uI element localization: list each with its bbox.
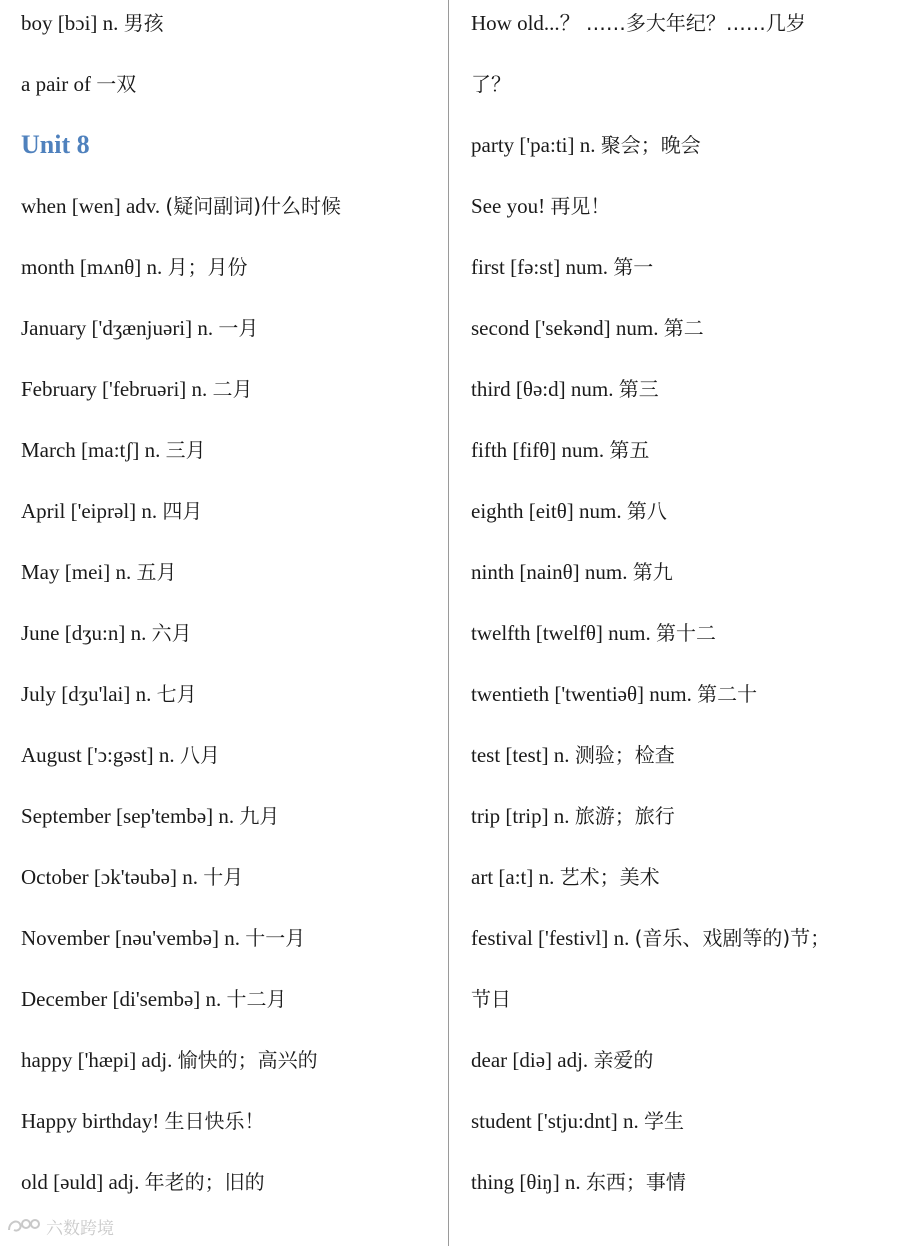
entry-chinese: 第八 xyxy=(626,499,667,523)
entry-english: party ['pa:ti] n. xyxy=(471,133,601,157)
entry-chinese: 二月 xyxy=(212,377,253,401)
vocab-line xyxy=(471,435,649,465)
entry-english: See you! xyxy=(471,194,551,218)
entry-english: happy ['hæpi] adj. xyxy=(21,1048,178,1072)
entry-english: third [θə:d] num. xyxy=(471,377,619,401)
vocab-line xyxy=(21,984,287,1014)
entry-english: art [a:t] n. xyxy=(471,865,560,889)
vocab-line xyxy=(21,313,258,343)
entry-english: a pair of xyxy=(21,72,97,96)
entry-chinese: 第二 xyxy=(663,316,704,340)
vocab-line xyxy=(21,69,136,99)
vocab-line xyxy=(21,8,164,38)
entry-chinese: 五月 xyxy=(136,560,177,584)
entry-chinese: 了？ xyxy=(471,72,511,96)
entry-chinese: 艺术；美术 xyxy=(559,865,660,889)
entry-chinese: 学生 xyxy=(643,1109,684,1133)
entry-english: June [dʒu:n] n. xyxy=(21,621,152,645)
entry-chinese: 第十二 xyxy=(656,621,717,645)
entry-chinese: 九月 xyxy=(239,804,280,828)
entry-chinese: 聚会；晚会 xyxy=(600,133,701,157)
entry-english: test [test] n. xyxy=(471,743,575,767)
vocab-line xyxy=(471,923,830,953)
entry-chinese: 第一 xyxy=(613,255,654,279)
entry-chinese: 第九 xyxy=(632,560,673,584)
entry-chinese: 亲爱的 xyxy=(593,1048,654,1072)
entry-english: November [nəu'vembə] n. xyxy=(21,926,246,950)
vocab-line xyxy=(471,679,757,709)
vocab-line xyxy=(471,130,701,160)
vocab-line xyxy=(471,862,660,892)
unit-heading: Unit 8 xyxy=(21,130,90,159)
column-divider xyxy=(448,0,449,1246)
vocab-line xyxy=(21,1045,318,1075)
entry-chinese: 东西；事情 xyxy=(585,1170,686,1194)
entry-chinese: 一月 xyxy=(218,316,259,340)
vocab-line xyxy=(471,191,610,221)
entry-chinese: 年老的；旧的 xyxy=(144,1170,265,1194)
entry-english: twentieth ['twentiəθ] num. xyxy=(471,682,698,706)
entry-chinese: 再见！ xyxy=(550,194,611,218)
entry-english: month [mʌnθ] n. xyxy=(21,255,168,279)
entry-chinese: 测验；检查 xyxy=(574,743,675,767)
entry-english: student ['stju:dnt] n. xyxy=(471,1109,644,1133)
entry-chinese: 四月 xyxy=(162,499,203,523)
entry-english: May [mei] n. xyxy=(21,560,137,584)
entry-chinese: 生日快乐！ xyxy=(164,1109,265,1133)
entry-english: first [fə:st] num. xyxy=(471,255,614,279)
vocab-line xyxy=(471,740,675,770)
entry-chinese: 旅游；旅行 xyxy=(574,804,675,828)
entry-english: August ['ɔ:gəst] n. xyxy=(21,743,180,767)
entry-chinese: 男孩 xyxy=(123,11,164,35)
entry-english: ninth [nainθ] num. xyxy=(471,560,633,584)
vocab-line xyxy=(21,1106,264,1136)
entry-english: trip [trip] n. xyxy=(471,804,575,828)
vocab-line xyxy=(471,801,675,831)
watermark-text: 六数跨境 xyxy=(46,1218,114,1239)
vocab-line xyxy=(21,923,305,953)
entry-english: April ['eiprəl] n. xyxy=(21,499,163,523)
entry-chinese: 八月 xyxy=(179,743,220,767)
vocab-line xyxy=(21,740,220,770)
vocab-line xyxy=(471,557,673,587)
watermark xyxy=(6,1213,114,1239)
vocab-line xyxy=(21,557,176,587)
entry-english: September [sep'tembə] n. xyxy=(21,804,240,828)
vocab-line xyxy=(21,374,253,404)
watermark-logo-icon xyxy=(6,1216,40,1236)
vocab-line-continuation xyxy=(471,69,511,99)
entry-chinese: 一双 xyxy=(96,72,137,96)
entry-chinese: 第五 xyxy=(609,438,650,462)
entry-english: October [ɔk'təubə] n. xyxy=(21,865,204,889)
entry-chinese: 六月 xyxy=(151,621,192,645)
vocab-line xyxy=(21,679,197,709)
vocab-line xyxy=(471,252,653,282)
vocab-line xyxy=(471,1167,686,1197)
vocab-line xyxy=(21,252,248,282)
vocab-line xyxy=(21,496,202,526)
entry-chinese: (音乐、戏剧等的)节； xyxy=(634,926,831,950)
vocab-line xyxy=(471,496,667,526)
entry-chinese: 第二十 xyxy=(697,682,758,706)
entry-english: festival ['festivl] n. xyxy=(471,926,635,950)
entry-english: July [dʒu'lai] n. xyxy=(21,682,157,706)
vocab-line-continuation xyxy=(471,984,511,1014)
entry-english: January ['dʒænjuəri] n. xyxy=(21,316,219,340)
vocab-line xyxy=(471,374,659,404)
vocab-line xyxy=(21,1167,265,1197)
entry-chinese: 第三 xyxy=(618,377,659,401)
vocab-line xyxy=(471,313,704,343)
vocab-line xyxy=(21,801,279,831)
vocab-line xyxy=(21,435,206,465)
vocab-line xyxy=(21,191,341,221)
vocab-line xyxy=(21,862,243,892)
entry-english: boy [bɔi] n. xyxy=(21,11,124,35)
vocab-line xyxy=(471,618,716,648)
entry-english: second ['sekənd] num. xyxy=(471,316,664,340)
entry-english: December [di'sembə] n. xyxy=(21,987,227,1011)
entry-english: twelfth [twelfθ] num. xyxy=(471,621,657,645)
vocab-line xyxy=(471,8,806,38)
entry-english: old [əuld] adj. xyxy=(21,1170,145,1194)
entry-chinese: 十一月 xyxy=(245,926,306,950)
entry-chinese: 愉快的；高兴的 xyxy=(177,1048,318,1072)
entry-english: March [ma:tʃ] n. xyxy=(21,438,166,462)
entry-chinese: 节日 xyxy=(471,987,511,1011)
entry-chinese: 月；月份 xyxy=(167,255,248,279)
entry-english: February ['februəri] n. xyxy=(21,377,213,401)
entry-chinese: 三月 xyxy=(165,438,206,462)
entry-english: Happy birthday! xyxy=(21,1109,165,1133)
entry-english: How old...？ xyxy=(471,11,586,35)
entry-chinese: ……多大年纪？……几岁 xyxy=(585,11,806,35)
entry-english: when [wen] adv. xyxy=(21,194,166,218)
entry-english: dear [diə] adj. xyxy=(471,1048,594,1072)
entry-english: thing [θiŋ] n. xyxy=(471,1170,586,1194)
entry-english: eighth [eitθ] num. xyxy=(471,499,627,523)
vocab-line xyxy=(471,1045,653,1075)
vocab-line xyxy=(471,1106,684,1136)
vocab-line xyxy=(21,618,192,648)
entry-chinese: (疑问副词)什么时候 xyxy=(165,194,342,218)
entry-english: fifth [fifθ] num. xyxy=(471,438,610,462)
entry-chinese: 十月 xyxy=(203,865,244,889)
entry-chinese: 十二月 xyxy=(226,987,287,1011)
entry-chinese: 七月 xyxy=(156,682,197,706)
